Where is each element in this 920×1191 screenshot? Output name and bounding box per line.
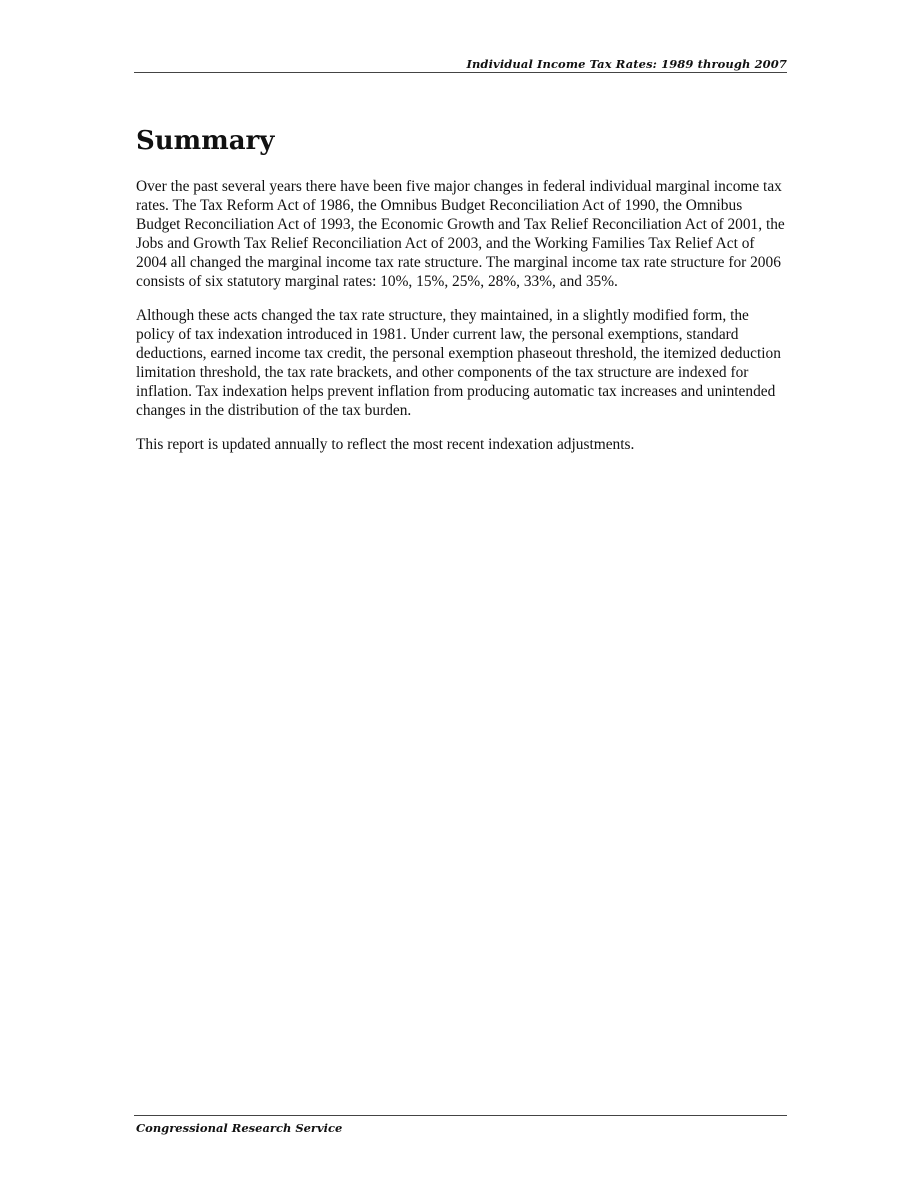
summary-paragraph-1: Over the past several years there have been five major changes in federal individual marginal income tax rates. The Tax Reform Act of 1986, the Omnibus Budget Reconciliation Act of 1990, the Omnibus Budget Reconciliation Act of 1993, the Economic Growth and Tax Relief Reconciliation Act of 2001, the Jobs and Growth Tax Relief Reconciliation Act of 2003, and the Working Families Tax Relief Act of 2004 all changed the marginal income tax rate structure. The marginal income tax rate structure for 2006 consists of six statutory marginal rates: 10%, 15%, 25%, 28%, 33%, and 35%. [136, 178, 785, 290]
footer-rule [134, 1115, 787, 1116]
summary-paragraph-2: Although these acts changed the tax rate structure, they maintained, in a slightly modified form, the policy of tax indexation introduced in 1981. Under current law, the personal exemptions, standard deductions, earned income tax credit, the personal exemption phaseout threshold, the itemized deduction limitation threshold, the tax rate brackets, and other components of the tax structure are indexed for inflation. Tax indexation helps prevent inflation from producing automatic tax increases and unintended changes in the distribution of the tax burden. [136, 307, 781, 419]
summary-body [136, 177, 788, 469]
summary-paragraph-3: This report is updated annually to reflect the most recent indexation adjustments. [136, 436, 635, 453]
running-header: Individual Income Tax Rates: 1989 through 2007 [466, 57, 787, 71]
header-rule [134, 72, 787, 73]
footer-organization: Congressional Research Service [136, 1121, 343, 1135]
section-title: Summary [136, 126, 275, 156]
